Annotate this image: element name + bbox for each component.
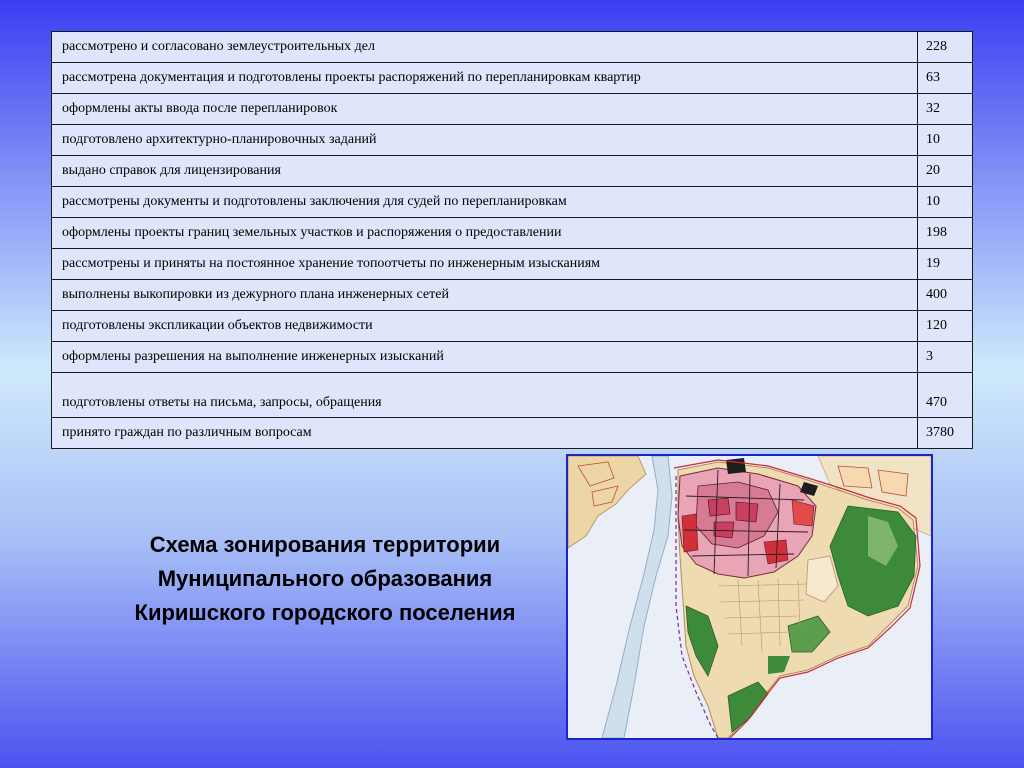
row-value: 3780	[918, 418, 973, 449]
row-label: принято граждан по различным вопросам	[52, 418, 918, 449]
table-row	[52, 280, 973, 311]
row-label: выдано справок для лицензирования	[52, 156, 918, 187]
table-row	[52, 94, 973, 125]
row-value: 3	[918, 342, 973, 373]
zoning-map	[566, 454, 933, 740]
table-row	[52, 156, 973, 187]
row-value: 20	[918, 156, 973, 187]
table-row	[52, 32, 973, 63]
row-label: подготовлено архитектурно-планировочных заданий	[52, 125, 918, 156]
statistics-table	[51, 31, 973, 449]
row-label: рассмотрена документация и подготовлены проекты распоряжений по перепланировкам квартир	[52, 63, 918, 94]
caption-line: Киришского городского поселения	[134, 600, 516, 625]
table-row	[52, 373, 973, 418]
row-value: 32	[918, 94, 973, 125]
row-value: 10	[918, 187, 973, 218]
row-value: 120	[918, 311, 973, 342]
row-label: рассмотрены и приняты на постоянное хранение топоотчеты по инженерным изысканиям	[52, 249, 918, 280]
row-value: 470	[918, 373, 973, 418]
table-row	[52, 418, 973, 449]
table-row	[52, 218, 973, 249]
map-caption	[90, 528, 560, 630]
table-row	[52, 249, 973, 280]
table-row	[52, 63, 973, 94]
caption-line: Схема зонирования территории	[149, 532, 501, 557]
row-value: 63	[918, 63, 973, 94]
row-label: рассмотрены документы и подготовлены заключения для судей по перепланировкам	[52, 187, 918, 218]
row-label: рассмотрено и согласовано землеустроительных дел	[52, 32, 918, 63]
row-label: оформлены разрешения на выполнение инженерных изысканий	[52, 342, 918, 373]
row-label: выполнены выкопировки из дежурного плана инженерных сетей	[52, 280, 918, 311]
table-row	[52, 342, 973, 373]
row-label: оформлены акты ввода после перепланировок	[52, 94, 918, 125]
row-value: 198	[918, 218, 973, 249]
row-value: 228	[918, 32, 973, 63]
zoning-map-image	[568, 456, 931, 738]
table-row	[52, 125, 973, 156]
table-row	[52, 311, 973, 342]
row-label: подготовлены ответы на письма, запросы, обращения	[52, 373, 918, 418]
row-value: 400	[918, 280, 973, 311]
row-value: 10	[918, 125, 973, 156]
table-row	[52, 187, 973, 218]
row-value: 19	[918, 249, 973, 280]
caption-line: Муниципального образования	[157, 566, 493, 591]
row-label: подготовлены экспликации объектов недвижимости	[52, 311, 918, 342]
row-label: оформлены проекты границ земельных участков и распоряжения о предоставлении	[52, 218, 918, 249]
